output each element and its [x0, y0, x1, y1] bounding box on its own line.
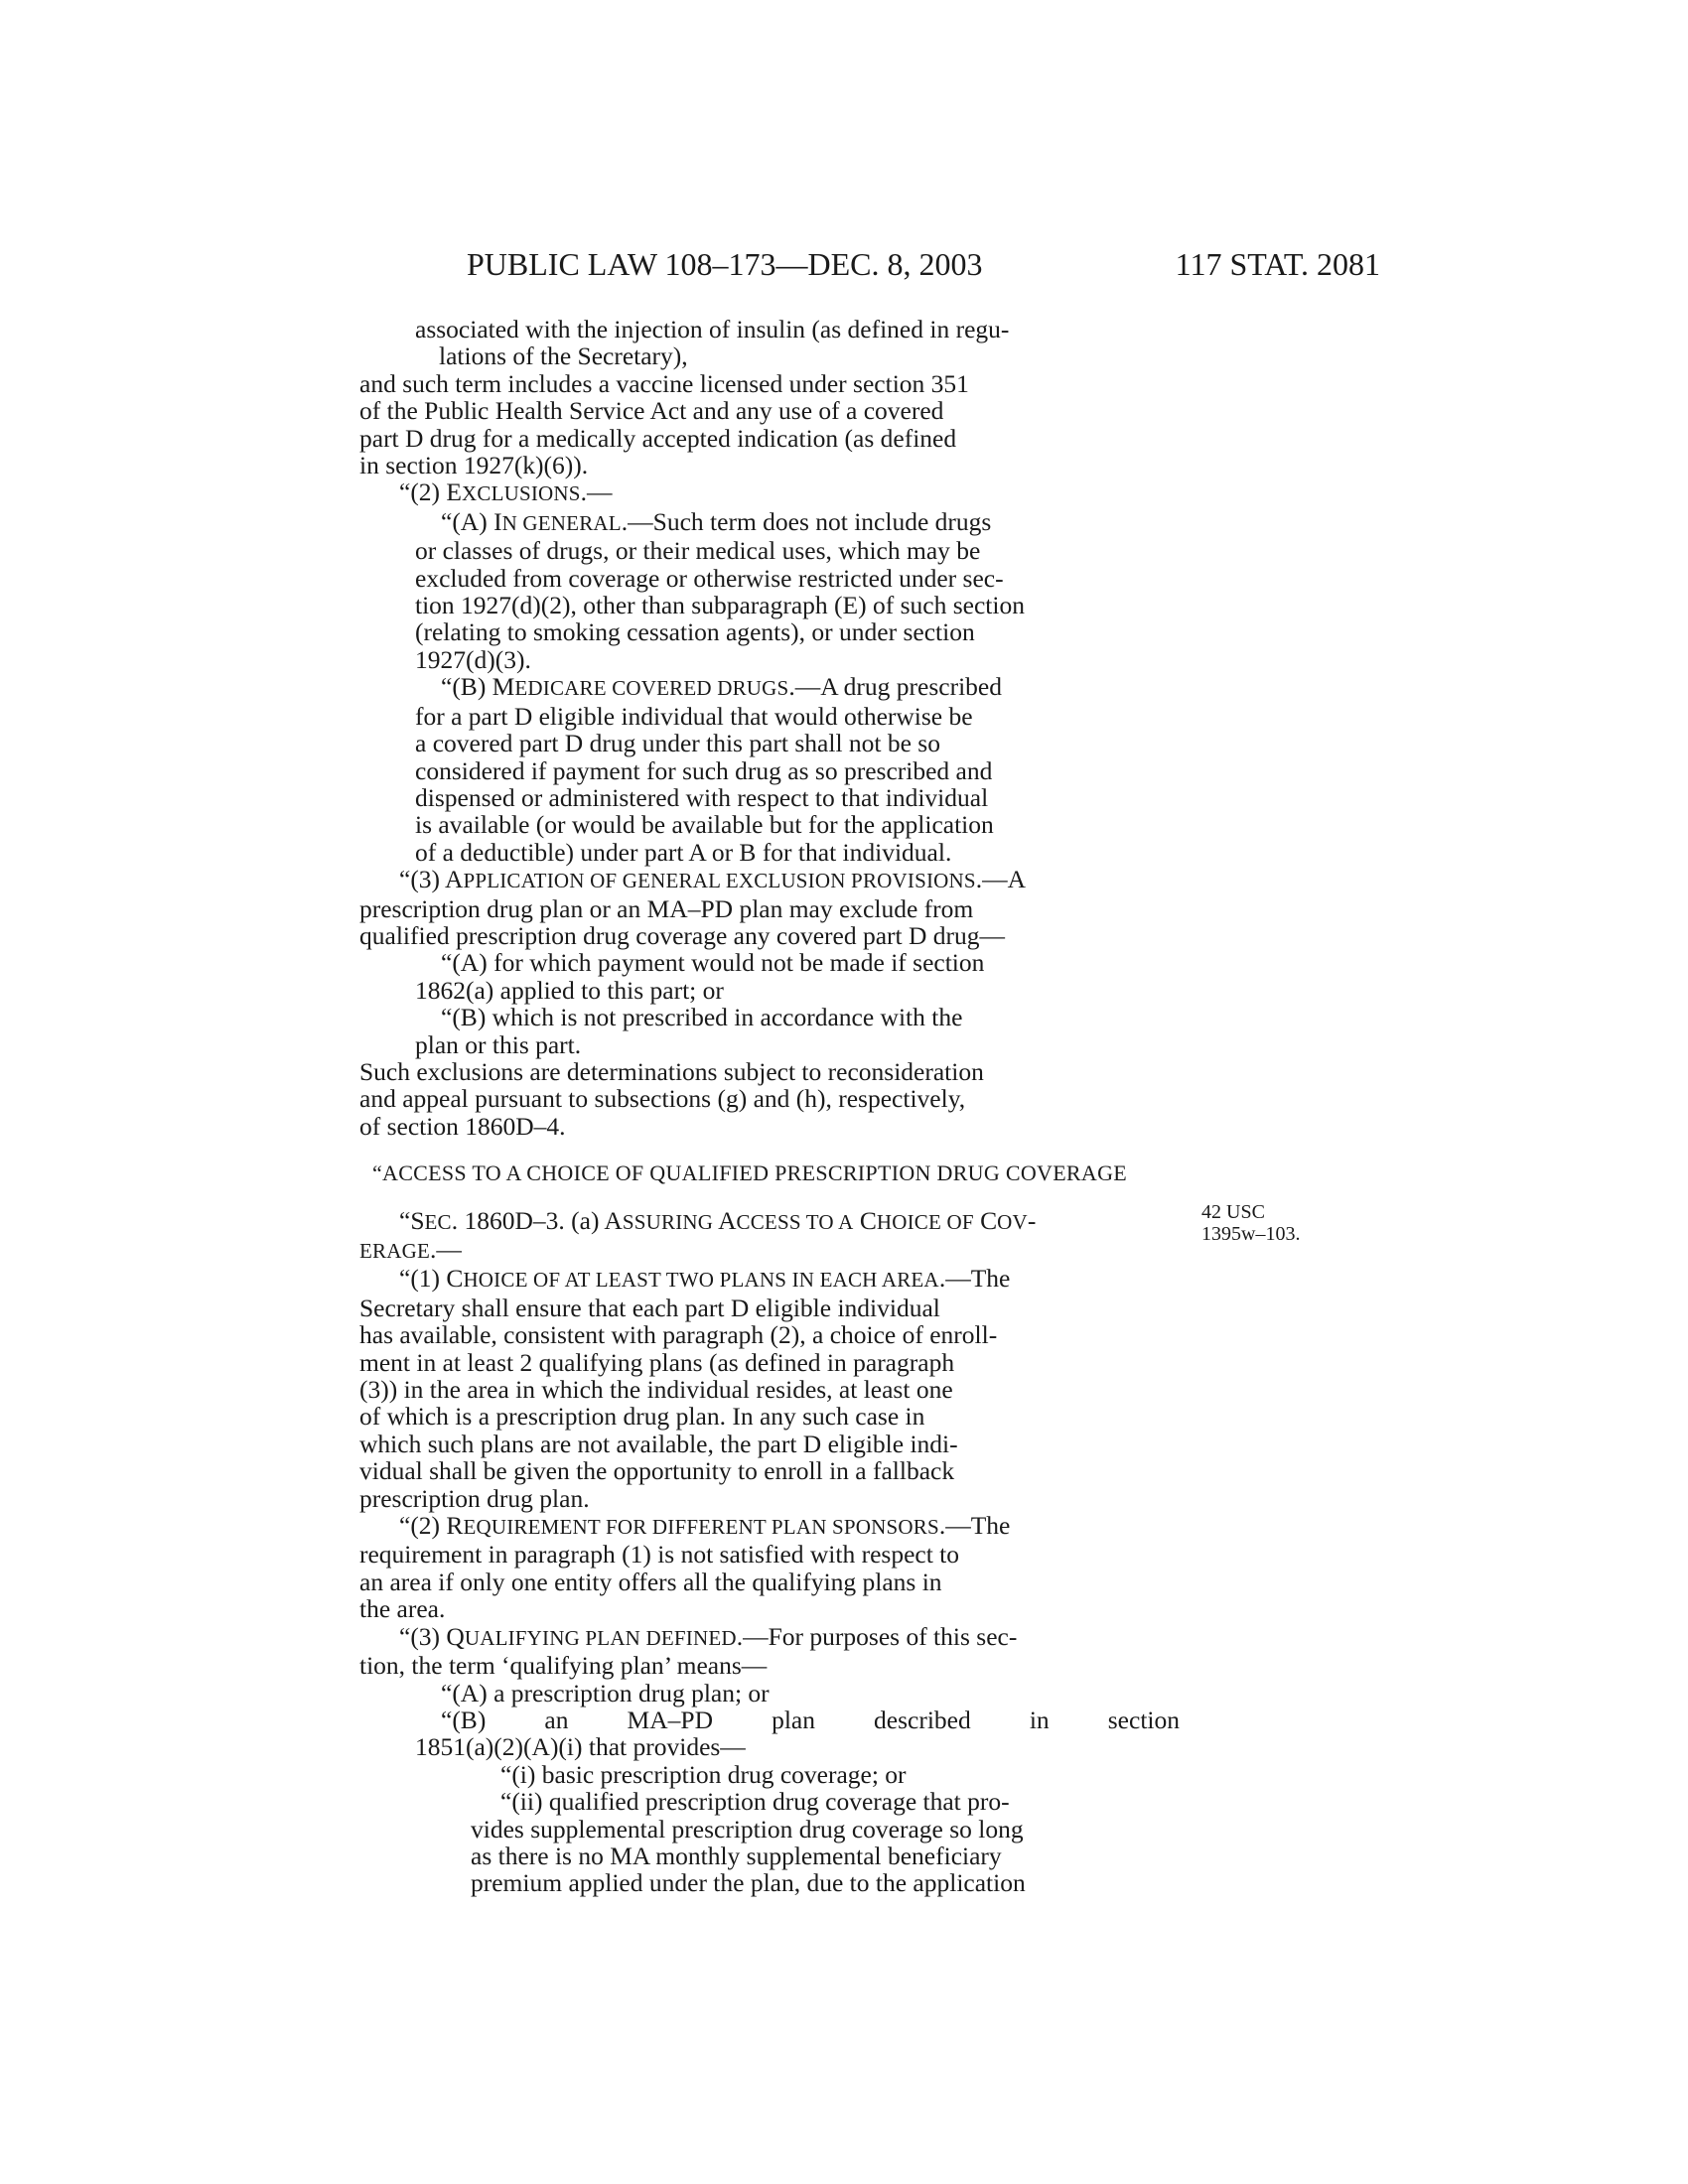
text-line — [415, 508, 1180, 537]
text-line: 1927(d)(3). — [415, 644, 531, 674]
text-line: (relating to smoking cessation agents), or under section — [415, 617, 975, 647]
text-fragment: A — [713, 1205, 737, 1235]
text-line: associated with the injection of insulin (as defined in regu- — [415, 315, 1010, 343]
paragraph — [359, 316, 1180, 370]
text-line — [399, 478, 1180, 507]
text-line — [359, 1623, 1180, 1652]
text-line: prescription drug plan or an MA–PD plan may exclude from — [359, 893, 974, 923]
text-fragment: EQUIREMENT FOR DIFFERENT PLAN SPONSORS — [463, 1515, 939, 1540]
paragraph — [359, 1265, 1180, 1512]
paragraph — [359, 1680, 1180, 1761]
text-line: “(ii) qualified prescription drug coverage that pro- — [500, 1787, 1010, 1817]
text-line: vides supplemental prescription drug coverage so long — [471, 1814, 1024, 1843]
text-fragment: . 1860D–3. (a) A — [451, 1205, 623, 1235]
running-head: PUBLIC LAW 108–173—DEC. 8, 2003 — [467, 246, 983, 282]
paragraph — [359, 866, 1180, 949]
text-line: (3)) in the area in which the individual resides, at least one — [359, 1375, 953, 1405]
margin-note-line: 42 USC — [1201, 1201, 1265, 1223]
text-line: or classes of drugs, or their medical uses, which may be — [415, 536, 981, 566]
text-fragment: N GENERAL — [501, 510, 622, 535]
text-line: and appeal pursuant to subsections (g) and (h), respectively, — [359, 1084, 966, 1114]
text-line: is available (or would be available but for the application — [415, 810, 994, 840]
text-line: “(A) a prescription drug plan; or — [441, 1678, 770, 1707]
text-line: “(B) an MA–PD plan described in section — [441, 1705, 1180, 1734]
text-line: in section 1927(k)(6)). — [359, 451, 589, 480]
paragraph — [359, 1761, 1180, 1897]
text-line: of a deductible) under part A or B for that individual. — [415, 837, 952, 867]
text-line: an area if only one entity offers all the qualifying plans in — [359, 1567, 942, 1596]
paragraph — [359, 478, 1180, 507]
text-fragment: .— — [430, 1235, 462, 1264]
text-line: part D drug for a medically accepted indication (as defined — [359, 423, 957, 453]
text-line: “(B) which is not prescribed in accordance with the — [441, 1003, 963, 1032]
text-fragment: .—A drug prescribed — [788, 672, 1002, 702]
text-fragment: CCESS TO A — [736, 1209, 854, 1234]
text-fragment: .—For purposes of this sec- — [736, 1621, 1018, 1651]
text-line: 1851(a)(2)(A)(i) that provides— — [415, 1732, 746, 1762]
text-fragment: UALIFYING PLAN DEFINED — [464, 1625, 737, 1650]
text-fragment: “(B) M — [441, 672, 515, 702]
text-line — [359, 1512, 1180, 1541]
text-line: Such exclusions are determinations subject to reconsideration — [359, 1056, 984, 1086]
paragraph — [359, 1512, 1180, 1623]
text-line: a covered part D drug under this part shall not be so — [415, 729, 940, 758]
text-line: the area. — [359, 1594, 446, 1624]
text-line: as there is no MA monthly supplemental beneficiary — [471, 1841, 1002, 1870]
text-fragment: OV — [997, 1209, 1028, 1234]
text-line: lations of the Secretary), — [439, 341, 688, 371]
paragraph — [359, 370, 1180, 479]
text-fragment: SSURING — [622, 1209, 714, 1234]
text-line: prescription drug plan. — [359, 1483, 590, 1513]
text-fragment: “(2) E — [399, 478, 463, 507]
text-fragment: .—Such term does not include drugs — [621, 506, 992, 536]
page-header — [467, 246, 1380, 286]
margin-note-line: 1395w–103. — [1201, 1223, 1301, 1245]
paragraph — [359, 673, 1180, 866]
text-fragment: - — [1027, 1205, 1037, 1235]
text-line — [359, 866, 1180, 894]
page-citation: 117 STAT. 2081 — [1175, 246, 1380, 282]
paragraph — [359, 949, 1180, 1058]
paragraph — [359, 1623, 1180, 1680]
text-line: and such term includes a vaccine licensed under section 351 — [359, 368, 969, 398]
text-line: “(A) for which payment would not be made if section — [441, 948, 985, 978]
text-line: considered if payment for such drug as so prescribed and — [415, 755, 993, 785]
text-fragment: “(3) Q — [399, 1621, 465, 1651]
text-fragment: .— — [580, 478, 613, 507]
text-line: excluded from coverage or otherwise restricted under sec- — [415, 563, 1004, 593]
text-fragment: ERAGE — [359, 1239, 430, 1263]
text-line: tion, the term ‘qualifying plan’ means— — [359, 1651, 768, 1681]
text-fragment: “(1) C — [399, 1264, 464, 1294]
text-fragment: HOICE OF AT LEAST TWO PLANS IN EACH AREA — [463, 1268, 939, 1293]
text-fragment: EDICARE COVERED DRUGS — [514, 676, 789, 701]
text-line: “(i) basic prescription drug coverage; or — [500, 1759, 907, 1789]
text-line — [359, 1236, 1180, 1265]
text-line: dispensed or administered with respect to that individual — [415, 782, 989, 812]
text-fragment: PPLICATION OF GENERAL EXCLUSION PROVISIONS — [463, 869, 976, 893]
paragraph — [359, 1207, 1180, 1266]
text-line: of which is a prescription drug plan. In any such case in — [359, 1402, 925, 1432]
text-line: qualified prescription drug coverage any covered part D drug— — [359, 920, 1006, 950]
text-fragment: .—The — [938, 1264, 1011, 1294]
text-fragment: “(A) I — [441, 506, 502, 536]
text-fragment: .—The — [938, 1511, 1011, 1541]
text-line: 1862(a) applied to this part; or — [415, 975, 724, 1005]
text-line: of the Public Health Service Act and any use of a covered — [359, 396, 944, 426]
text-line: Secretary shall ensure that each part D eligible individual — [359, 1293, 940, 1322]
text-fragment: C — [853, 1205, 877, 1235]
text-line: which such plans are not available, the part D eligible indi- — [359, 1429, 958, 1458]
text-line: vidual shall be given the opportunity to enroll in a fallback — [359, 1456, 955, 1486]
text-line — [359, 1207, 1180, 1236]
paragraph — [359, 1058, 1180, 1140]
text-line: for a part D eligible individual that would otherwise be — [415, 701, 973, 731]
paragraph — [359, 508, 1180, 673]
section-heading: “ACCESS TO A CHOICE OF QUALIFIED PRESCRIPTION DRUG COVERAGE — [371, 1160, 1128, 1186]
text-fragment: “S — [399, 1205, 425, 1235]
text-line — [415, 673, 1180, 702]
text-fragment: .—A — [975, 865, 1027, 894]
text-fragment: EC — [424, 1209, 452, 1234]
text-line: premium applied under the plan, due to the application — [471, 1868, 1026, 1898]
text-line: of section 1860D–4. — [359, 1111, 566, 1141]
text-fragment: “(2) R — [399, 1511, 464, 1541]
text-fragment: “(3) A — [399, 865, 464, 894]
statute-text — [359, 316, 1180, 1897]
text-line — [359, 1265, 1180, 1294]
text-line: tion 1927(d)(2), other than subparagraph (E) of such section — [415, 591, 1025, 620]
text-line: requirement in paragraph (1) is not satisfied with respect to — [359, 1540, 960, 1570]
text-fragment: C — [973, 1205, 998, 1235]
text-fragment: HOICE OF — [876, 1209, 974, 1234]
text-line: has available, consistent with paragraph (2), a choice of enroll- — [359, 1320, 998, 1350]
text-line: plan or this part. — [415, 1029, 582, 1059]
text-fragment: XCLUSIONS — [462, 481, 581, 506]
text-line: ment in at least 2 qualifying plans (as defined in paragraph — [359, 1347, 955, 1377]
usc-margin-note — [1201, 1201, 1300, 1245]
